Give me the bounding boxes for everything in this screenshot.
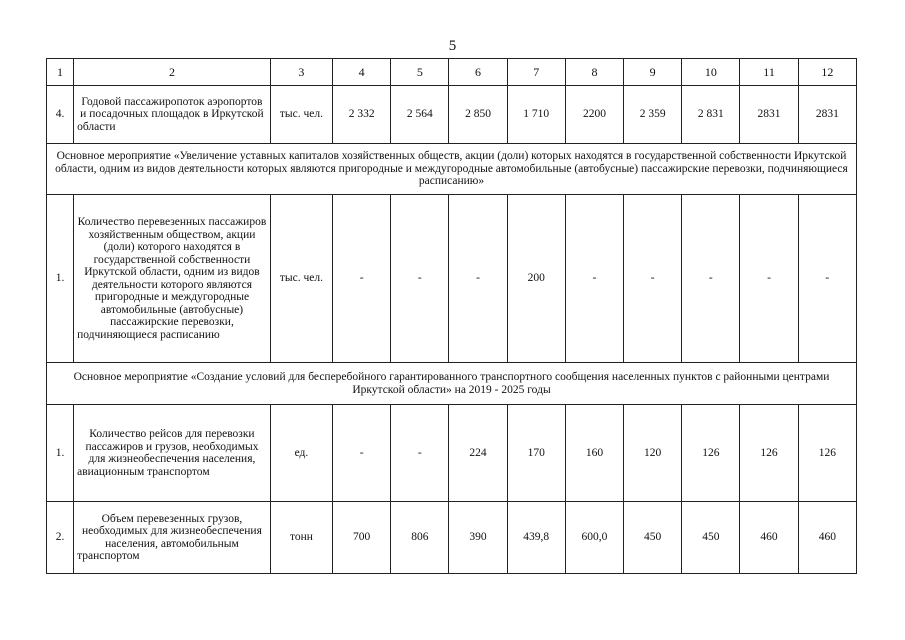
row-number: 2.	[47, 502, 74, 574]
value-cell: 439,8	[507, 502, 565, 574]
value-cell: 2 332	[333, 86, 391, 144]
value-cell: -	[565, 195, 623, 363]
row-number: 4.	[47, 86, 74, 144]
value-cell: 390	[449, 502, 507, 574]
row-number: 1.	[47, 405, 74, 502]
value-cell: 600,0	[565, 502, 623, 574]
header-cell: 6	[449, 59, 507, 86]
section-title: Основное мероприятие «Увеличение уставных капиталов хозяйственных обществ, акции (доли) которых находятся в государственной собственности Иркутской области, одним из видов деятельности которых являются пригородные и междугородные автомобильные (автобусные) пассажирские перевозки, подчиняющиеся расписанию»	[47, 144, 857, 195]
header-cell: 11	[740, 59, 798, 86]
indicator-name: Количество рейсов для перевозки пассажиров и грузов, необходимых для жизнеобеспечения населения, авиационным транспортом	[74, 405, 271, 502]
value-cell: 2831	[798, 86, 856, 144]
value-cell: 126	[740, 405, 798, 502]
value-cell: 224	[449, 405, 507, 502]
header-cell: 3	[270, 59, 332, 86]
section-title: Основное мероприятие «Создание условий для бесперебойного гарантированного транспортного сообщения населенных пунктов с районными центрами Иркутской области» на 2019 - 2025 годы	[47, 363, 857, 405]
value-cell: 2 564	[391, 86, 449, 144]
value-cell: 460	[798, 502, 856, 574]
value-cell: -	[624, 195, 682, 363]
indicator-name: Объем перевезенных грузов, необходимых для жизнеобеспечения населения, автомобильным транспортом	[74, 502, 271, 574]
header-cell: 1	[47, 59, 74, 86]
column-number-header	[47, 59, 857, 86]
value-cell: 1 710	[507, 86, 565, 144]
unit-cell: тыс. чел.	[270, 86, 332, 144]
header-cell: 7	[507, 59, 565, 86]
section-row	[47, 363, 857, 405]
header-cell: 10	[682, 59, 740, 86]
value-cell: 806	[391, 502, 449, 574]
value-cell: -	[798, 195, 856, 363]
header-cell: 4	[333, 59, 391, 86]
value-cell: 700	[333, 502, 391, 574]
indicators-table	[46, 58, 857, 574]
value-cell: 160	[565, 405, 623, 502]
value-cell: -	[333, 405, 391, 502]
unit-cell: тонн	[270, 502, 332, 574]
value-cell: 2831	[740, 86, 798, 144]
indicator-name: Годовой пассажиропоток аэропортов и посадочных площадок в Иркутской области	[74, 86, 271, 144]
value-cell: 170	[507, 405, 565, 502]
table-row	[47, 502, 857, 574]
value-cell: -	[333, 195, 391, 363]
indicator-name: Количество перевезенных пассажиров хозяйственным обществом, акции (доли) которого находятся в государственной собственности Иркутской области, одним из видов деятельности которого являются пригородные и междугородные автомобильные (автобусные) пассажирские перевозки, подчиняющиеся расписанию	[74, 195, 271, 363]
table-row	[47, 405, 857, 502]
value-cell: 450	[624, 502, 682, 574]
value-cell: 120	[624, 405, 682, 502]
page-number: 5	[448, 38, 457, 54]
value-cell: 126	[798, 405, 856, 502]
header-cell: 2	[74, 59, 271, 86]
value-cell: 2 831	[682, 86, 740, 144]
value-cell: -	[391, 405, 449, 502]
table-row	[47, 86, 857, 144]
value-cell: -	[391, 195, 449, 363]
value-cell: -	[740, 195, 798, 363]
value-cell: 460	[740, 502, 798, 574]
value-cell: 126	[682, 405, 740, 502]
row-number: 1.	[47, 195, 74, 363]
header-cell: 9	[624, 59, 682, 86]
value-cell: 2200	[565, 86, 623, 144]
value-cell: -	[682, 195, 740, 363]
section-row	[47, 144, 857, 195]
unit-cell: ед.	[270, 405, 332, 502]
value-cell: -	[449, 195, 507, 363]
unit-cell: тыс. чел.	[270, 195, 332, 363]
table-row	[47, 195, 857, 363]
header-cell: 5	[391, 59, 449, 86]
value-cell: 2 359	[624, 86, 682, 144]
value-cell: 2 850	[449, 86, 507, 144]
header-cell: 8	[565, 59, 623, 86]
header-cell: 12	[798, 59, 856, 86]
value-cell: 450	[682, 502, 740, 574]
value-cell: 200	[507, 195, 565, 363]
